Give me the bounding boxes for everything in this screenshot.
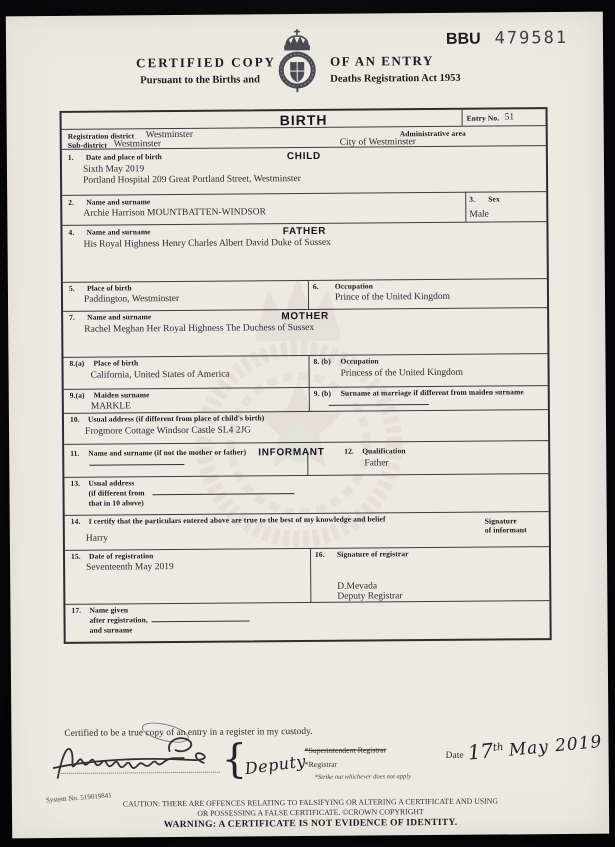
field-5-value: Paddington, Westminster — [83, 294, 180, 305]
field-16-value-line2: Deputy Registrar — [337, 591, 403, 602]
date-handwritten — [467, 728, 604, 765]
date-suffix: th — [492, 741, 504, 754]
field-1-value-line2: Portland Hospital 209 Great Portland Street, Westminster — [83, 174, 301, 186]
field-1-num: 1. — [67, 152, 74, 162]
field-8b-label: Occupation — [340, 356, 379, 366]
field-8b-value: Princess of the United Kingdom — [340, 367, 464, 379]
field-14-num: 14. — [70, 516, 81, 526]
field-15-num: 15. — [70, 551, 81, 561]
deputy-handwritten: Deputy — [243, 751, 307, 779]
field-11-num: 11. — [70, 448, 80, 458]
certified-copy-statement: Certified to be a true copy of an entry in a register in my custody. — [64, 726, 313, 739]
certificate-paper — [6, 12, 609, 839]
entry-no-label: Entry No. — [466, 112, 500, 123]
section-mother: MOTHER — [281, 310, 329, 322]
system-number: System No. 519019841 — [45, 791, 113, 805]
field-1-label: Date and place of birth — [85, 152, 162, 162]
reg-district-label: Registration district — [67, 130, 135, 141]
subtitle-deaths-act: Deaths Registration Act 1953 — [330, 72, 461, 85]
field-7-value: Rachel Meghan Her Royal Highness The Duchess of Sussex — [84, 322, 315, 335]
row-divider — [65, 546, 549, 551]
reg-district-value: Westminster — [145, 129, 194, 141]
section-father: FATHER — [282, 225, 327, 237]
admin-area-value: City of Westminster — [339, 137, 416, 148]
sub-district-label: Sub-district — [67, 140, 107, 150]
date-label: Date — [445, 750, 464, 761]
date-day: 17 — [466, 738, 495, 765]
field-6-num: 6. — [312, 281, 319, 291]
warning-line: WARNING: A CERTIFICATE IS NOT EVIDENCE OF IDENTITY. — [163, 817, 458, 831]
field-1-value-line1: Sixth May 2019 — [82, 164, 145, 175]
field-14-value: Harry — [85, 533, 109, 544]
field-13-num: 13. — [70, 478, 81, 488]
field-9b-blank-line — [329, 404, 429, 406]
birth-entry-table — [60, 107, 552, 644]
field-6-label: Occupation — [334, 281, 374, 291]
subtitle-births: Pursuant to the Births and — [140, 74, 260, 87]
field-8b-num: 8. (b) — [313, 356, 331, 366]
row-divider — [65, 600, 549, 605]
field-13-label-line3: that in 10 above) — [88, 498, 144, 508]
column-divider — [308, 280, 309, 309]
registrar-option: *Registrar — [304, 759, 338, 770]
serial-stamp — [446, 28, 568, 49]
field-17-label-line3: and surname — [89, 625, 133, 635]
field-9b-num: 9. (b) — [313, 388, 332, 398]
field-3-value: Male — [469, 209, 489, 220]
field-13-label-line2: (if different from — [88, 488, 145, 498]
field-8a-value: California, United States of America — [90, 369, 230, 381]
field-16-num: 16. — [314, 549, 325, 559]
row-divider — [63, 278, 547, 283]
field-5-label: Place of birth — [86, 283, 132, 293]
field-12-label: Qualification — [362, 446, 406, 456]
section-child: CHILD — [286, 150, 321, 162]
stamp-series: BBU — [445, 30, 481, 48]
field-2-value: Archie Harrison MOUNTBATTEN-WINDSOR — [83, 207, 266, 219]
field-2-num: 2. — [68, 197, 75, 207]
field-15-value: Seventeenth May 2019 — [86, 562, 174, 573]
field-11-blank-line — [89, 464, 184, 466]
field-17-label-line1: Name given — [89, 605, 129, 615]
field-5-num: 5. — [68, 283, 75, 293]
field-8a-label: Place of birth — [93, 358, 139, 368]
field-9b-label: Surname at marriage if different from maiden surname — [340, 387, 524, 398]
entry-no-value: 51 — [504, 112, 515, 123]
field-13-blank-line — [153, 493, 295, 495]
signature-of-informant-label-line2: of informant — [484, 525, 527, 535]
field-14-label: I certify that the particulars entered above are true to the best of my knowledge and belief — [88, 514, 386, 526]
field-4-num: 4. — [68, 227, 75, 237]
row-divider — [64, 440, 548, 445]
signature-of-informant-label-line1: Signature — [484, 516, 517, 526]
caution-line-2: OR POSSESSING A FALSE CERTIFICATE. ©CROWN COPYRIGHT — [197, 807, 424, 818]
field-7-label: Name and surname — [87, 312, 152, 322]
field-17-blank-line — [152, 620, 250, 622]
row-divider — [63, 353, 547, 358]
field-13-label-line1: Usual address — [88, 478, 135, 488]
field-4-value: His Royal Highness Henry Charles Albert David Duke of Sussex — [83, 237, 331, 250]
section-informant: INFORMANT — [258, 446, 325, 458]
field-2-label: Name and surname — [86, 197, 151, 207]
field-8a-num: 8.(a) — [69, 358, 85, 368]
royal-arms-crest-icon — [278, 28, 317, 94]
field-12-num: 12. — [344, 446, 354, 456]
column-divider — [310, 548, 311, 602]
admin-area-label: Administrative area — [399, 128, 466, 138]
field-9a-value: MARKLE — [90, 401, 132, 412]
field-15-label: Date of registration — [88, 551, 154, 561]
field-10-value: Frogmore Cottage Windsor Castle SL4 2JG — [85, 425, 252, 437]
superintendent-registrar-struck: *Superintendent Registrar — [304, 745, 387, 756]
field-16-value-line1: D.Mevada — [337, 581, 378, 592]
registrar-signature-scrawl — [49, 731, 239, 788]
column-divider — [465, 192, 466, 222]
caution-line-1: CAUTION: THERE ARE OFFENCES RELATING TO FALSIFYING OR ALTERING A CERTIFICATE AND USING — [122, 796, 499, 809]
field-10-num: 10. — [69, 414, 80, 424]
field-3-label: Sex — [488, 194, 500, 204]
title-of-an-entry: OF AN ENTRY — [330, 52, 434, 69]
field-9a-num: 9.(a) — [69, 390, 85, 400]
field-7-num: 7. — [69, 312, 76, 322]
row-divider — [64, 409, 548, 414]
field-16-label: Signature of registrar — [336, 549, 409, 559]
strike-out-note: *Strike out whichever does not apply — [314, 773, 412, 781]
brace-mark: { — [221, 736, 248, 783]
field-17-label-line2: after registration, — [89, 615, 148, 625]
field-11-label: Name and surname (if not the mother or father) — [88, 447, 247, 458]
field-6-value: Prince of the United Kingdom — [334, 291, 451, 303]
warning-line-wrap — [12, 811, 609, 834]
field-3-num: 3. — [469, 194, 476, 204]
stamp-number: 479581 — [494, 27, 569, 49]
field-9a-label: Maiden surname — [93, 390, 150, 400]
field-17-num: 17. — [71, 605, 82, 615]
field-10-label: Usual address (if different from place of child's birth) — [87, 413, 265, 424]
column-divider — [308, 355, 309, 411]
sub-district-value: Westminster — [113, 139, 162, 150]
date-month-year: May 2019 — [507, 731, 604, 761]
title-certified-copy: CERTIFIED COPY — [136, 54, 277, 71]
field-12-value: Father — [364, 458, 389, 469]
field-4-label: Name and surname — [86, 227, 151, 237]
form-title: BIRTH — [279, 111, 328, 129]
